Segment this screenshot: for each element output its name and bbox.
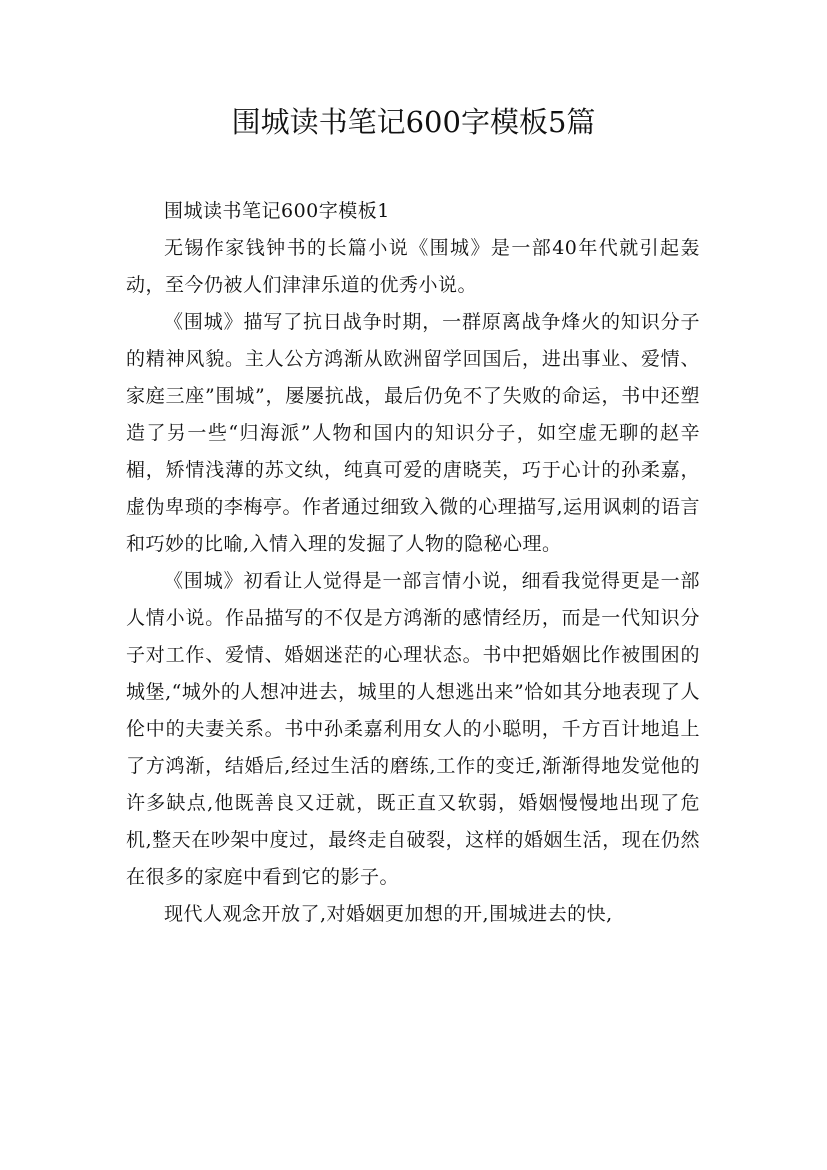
section-heading: 围城读书笔记600字模板1 bbox=[164, 200, 390, 222]
paragraph-2: 《围城》描写了抗日战争时期，一群原离战争烽火的知识分子的精神风貌。主人公方鸿渐从欧洲留学回国后，进出事业、爱情、家庭三座”围城”，屡屡抗战，最后仍免不了失败的命运，书中还塑造了另一些“归海派”人物和国内的知识分子，如空虚无聊的赵辛楣，矫情浅薄的苏文纨，纯真可爱的唐晓芙，巧于心计的孙柔嘉，虚伪卑琐的李梅亭。作者通过细致入微的心理描写,运用讽刺的语言和巧妙的比喻,入情入理的发掘了人物的隐秘心理。 bbox=[126, 311, 700, 555]
paragraph-1: 无锡作家钱钟书的长篇小说《围城》是一部40年代就引起轰动，至今仍被人们津津乐道的优秀小说。 bbox=[126, 237, 700, 296]
paragraph-4: 现代人观念开放了,对婚姻更加想的开,围城进去的快, bbox=[164, 903, 613, 925]
document-body bbox=[126, 193, 700, 933]
document-title: 围城读书笔记600字模板5篇 bbox=[231, 105, 596, 139]
paragraph-3: 《围城》初看让人觉得是一部言情小说，细看我觉得更是一部人情小说。作品描写的不仅是方鸿渐的感情经历，而是一代知识分子对工作、爱情、婚姻迷茫的心理状态。书中把婚姻比作被围困的城堡,“城外的人想冲进去，城里的人想逃出来”恰如其分地表现了人伦中的夫妻关系。书中孙柔嘉利用女人的小聪明，千方百计地追上了方鸿渐，结婚后,经过生活的磨练,工作的变迁,渐渐得地发觉他的许多缺点,他既善良又迂就，既正直又软弱，婚姻慢慢地出现了危机,整天在吵架中度过，最终走自破裂，这样的婚姻生活，现在仍然在很多的家庭中看到它的影子。 bbox=[126, 570, 700, 888]
